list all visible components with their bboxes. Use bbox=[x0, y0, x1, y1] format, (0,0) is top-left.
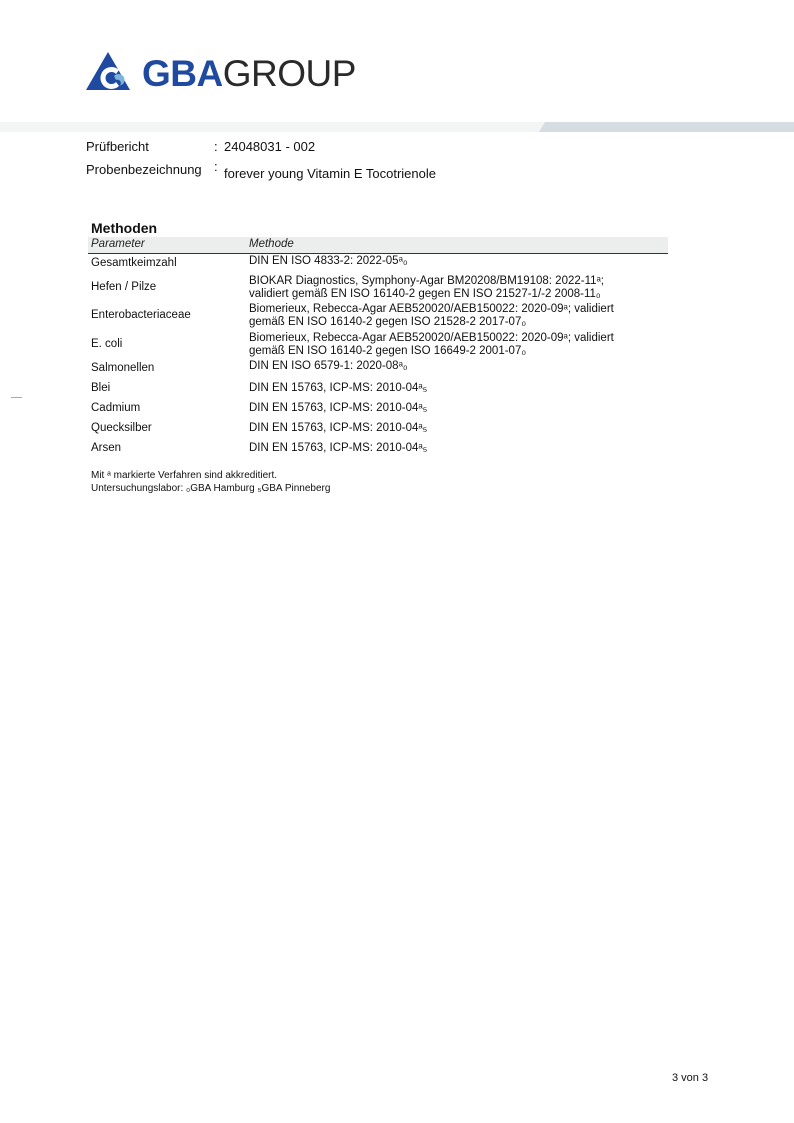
table-row bbox=[88, 360, 668, 379]
section-title: Methoden bbox=[91, 220, 158, 236]
header-band bbox=[0, 122, 794, 132]
report-number-label: Prüfbericht bbox=[86, 139, 149, 154]
table-row bbox=[88, 419, 668, 439]
row-method-line: Biomerieux, Rebecca-Agar AEB520020/AEB150022: 2020-09ᵃ; validiert bbox=[249, 303, 614, 315]
row-method-line: gemäß EN ISO 16140-2 gegen ISO 21528-2 2017-07₀ bbox=[249, 316, 527, 328]
report-number-row bbox=[86, 139, 315, 154]
row-method-line: DIN EN 15763, ICP-MS: 2010-04ᵃ₅ bbox=[249, 382, 428, 394]
margin-mark bbox=[11, 397, 22, 398]
row-method-line: Biomerieux, Rebecca-Agar AEB520020/AEB150022: 2020-09ᵃ; validiert bbox=[249, 332, 614, 344]
logo-text-bold: GBA bbox=[142, 53, 223, 94]
table-row bbox=[88, 439, 668, 459]
row-parameter: Salmonellen bbox=[91, 362, 155, 374]
table-row bbox=[88, 331, 668, 360]
row-parameter: E. coli bbox=[91, 338, 123, 350]
row-method-line: gemäß EN ISO 16140-2 gegen ISO 16649-2 2001-07₀ bbox=[249, 345, 527, 357]
table-header bbox=[88, 237, 668, 254]
row-parameter: Hefen / Pilze bbox=[91, 281, 157, 293]
row-method-line: DIN EN 15763, ICP-MS: 2010-04ᵃ₅ bbox=[249, 402, 428, 414]
header-method: Methode bbox=[249, 238, 294, 250]
row-method-line: DIN EN ISO 6579-1: 2020-08ᵃ₀ bbox=[249, 360, 408, 372]
company-logo bbox=[86, 50, 386, 94]
lab-note: Untersuchungslabor: ₀GBA Hamburg ₅GBA Pinneberg bbox=[91, 483, 331, 494]
report-number-value: 24048031 - 002 bbox=[224, 139, 316, 154]
table-row bbox=[88, 379, 668, 399]
colon: : bbox=[214, 159, 218, 174]
row-parameter: Enterobacteriaceae bbox=[91, 309, 191, 321]
colon: : bbox=[214, 139, 218, 154]
row-method-line: DIN EN 15763, ICP-MS: 2010-04ᵃ₅ bbox=[249, 422, 428, 434]
accreditation-note: Mit ᵃ markierte Verfahren sind akkreditiert. bbox=[91, 470, 278, 481]
gba-logo-mark-icon bbox=[86, 52, 136, 92]
header-parameter: Parameter bbox=[91, 238, 145, 250]
logo-text bbox=[142, 52, 356, 96]
row-parameter: Cadmium bbox=[91, 402, 141, 414]
sample-name-row bbox=[86, 159, 436, 181]
row-parameter: Quecksilber bbox=[91, 422, 152, 434]
table-row bbox=[88, 274, 668, 302]
logo-text-light: GROUP bbox=[222, 53, 356, 94]
row-method-line: DIN EN 15763, ICP-MS: 2010-04ᵃ₅ bbox=[249, 442, 428, 454]
methods-table bbox=[88, 237, 668, 459]
sample-name-value: forever young Vitamin E Tocotrienole bbox=[224, 166, 436, 181]
page-number: 3 von 3 bbox=[672, 1072, 709, 1084]
row-method-line: validiert gemäß EN ISO 16140-2 gegen EN ISO 21527-1/-2 2008-11₀ bbox=[249, 288, 601, 300]
row-parameter: Gesamtkeimzahl bbox=[91, 257, 177, 269]
row-parameter: Arsen bbox=[91, 442, 122, 454]
table-row bbox=[88, 399, 668, 419]
table-row bbox=[88, 302, 668, 331]
row-method-line: BIOKAR Diagnostics, Symphony-Agar BM20208/BM19108: 2022-11ᵃ; bbox=[249, 275, 605, 287]
sample-name-label: Probenbezeichnung bbox=[86, 162, 202, 177]
row-method-line: DIN EN ISO 4833-2: 2022-05ᵃ₀ bbox=[249, 255, 408, 267]
row-parameter: Blei bbox=[91, 382, 111, 394]
table-row bbox=[88, 254, 668, 274]
